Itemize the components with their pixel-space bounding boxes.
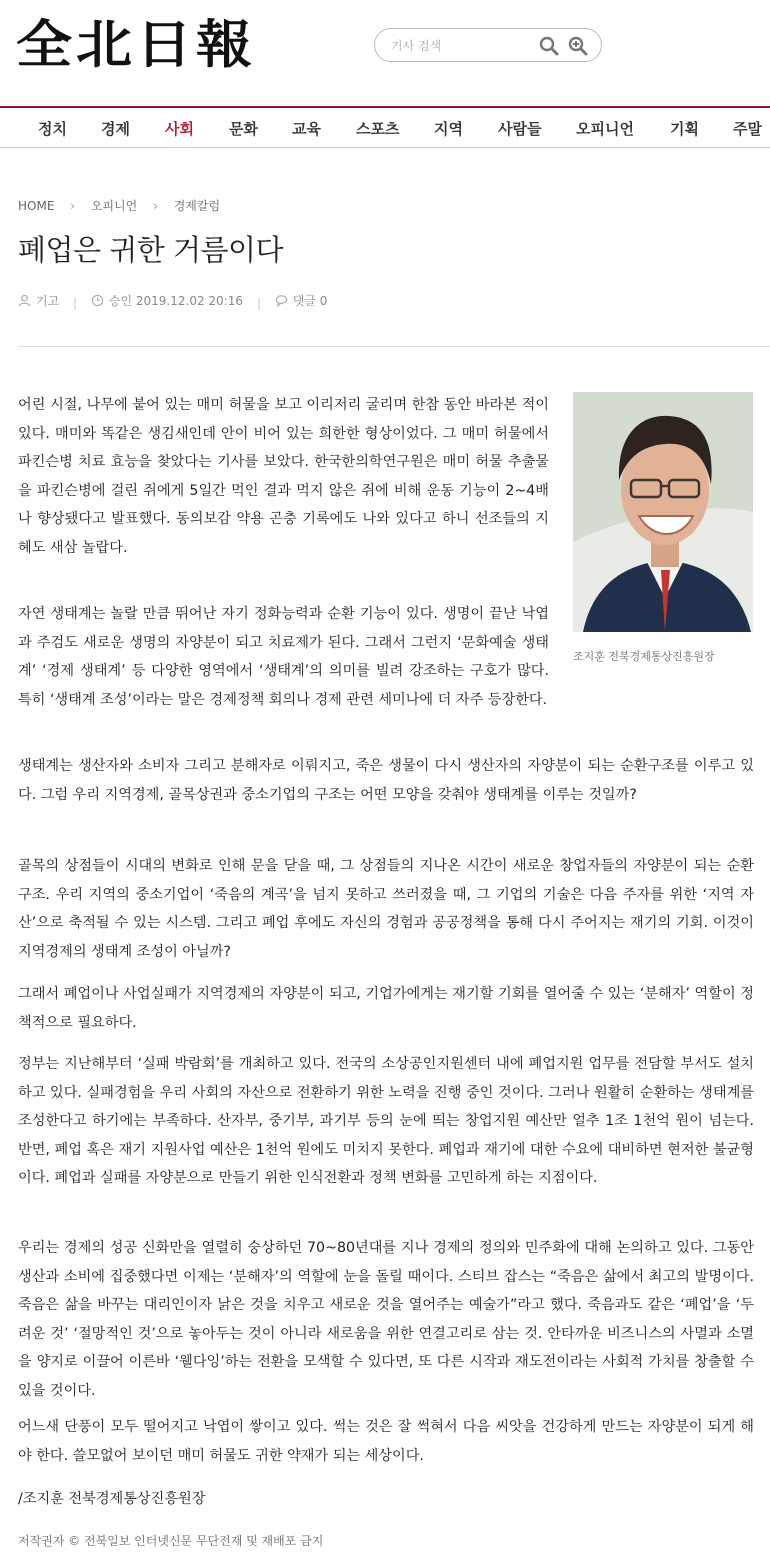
article-paragraph: 정부는 지난해부터 ‘실패 박람회’를 개최하고 있다. 전국의 소상공인지원센터 내에 폐업지원 업무를 전담할 부서도 설치하고 있다. 실패경험을 우리 사회의 자산으로 전환하기 위한 노력을 진행 중인 것이다. 그러나 원활히 순환하는 생태계를 조성한다고 하기에는 부족하다. 산자부, 중기부, 과기부 등의 눈에 띄는 창업지원 예산만 얼추 1조 1천억 원이 넘는다. 반면, 폐업 혹은 재기 지원사업 예산은 1천억 원에도 미치지 못한다. 폐업과 재기에 대한 수요에 대비하면 현저한 불균형이다. 폐업과 실패를 자양분으로 만들기 위한 인식전환과 정책 변화를 고민하게 하는 지점이다. <box>18 1056 754 1186</box>
approved-date: 승인 2019.12.02 20:16 <box>108 294 243 308</box>
nav-item-region[interactable]: 지역 <box>434 120 463 138</box>
article-byline: /조지훈 전북경제통상진흥원장 <box>18 1491 206 1507</box>
nav-item-weekend[interactable]: 주말 <box>733 120 762 138</box>
nav-item-education[interactable]: 교육 <box>292 120 321 138</box>
article-paragraph: 생태계는 생산자와 소비자 그리고 분해자로 이뤄지고, 죽은 생물이 다시 생산자의 자양분이 되는 순환구조를 이루고 있다. 그럼 우리 지역경제, 골목상권과 중소기업의 구조는 어떤 모양을 갖춰야 생태계를 이루는 것일까? <box>18 758 754 803</box>
search-box <box>374 28 602 62</box>
article-paragraph: 골목의 상점들이 시대의 변화로 인해 문을 닫을 때, 그 상점들의 지나온 시간이 새로운 창업자들의 자양분이 되는 순환 구조. 우리 지역의 중소기업이 ‘죽음의 계곡’을 넘지 못하고 쓰러졌을 때, 그 기업의 기술은 다음 주자를 위한 ‘지역 자산’으로 축적될 수 있는 시스템. 그리고 폐업 후에도 자신의 경험과 공공정책을 통해 다시 주어지는 재기의 기회. 이것이 지역경제의 생태계 조성이 아닐까? <box>18 858 754 960</box>
nav-item-sports[interactable]: 스포츠 <box>356 120 400 138</box>
search-icon[interactable] <box>538 35 560 57</box>
article-paragraph: 어느새 단풍이 모두 떨어지고 낙엽이 쌓이고 있다. 썩는 것은 잘 썩혀서 다음 씨앗을 건강하게 만드는 자양분이 되게 해야 한다. 쓸모없어 보이던 매미 허물도 귀한 약재가 되는 세상이다. <box>18 1419 754 1464</box>
nav-item-economy[interactable]: 경제 <box>101 120 130 138</box>
date-meta <box>91 292 243 309</box>
user-icon <box>18 294 31 307</box>
breadcrumb-opinion[interactable]: 오피니언 <box>90 199 138 213</box>
breadcrumb <box>18 197 220 214</box>
author-photo <box>573 392 753 632</box>
chevron-right-icon: › <box>153 199 158 213</box>
copyright-notice: 저작권자 © 전북일보 인터넷신문 무단전재 및 재배포 금지 <box>18 1534 324 1548</box>
article-title: 폐업은 귀한 거름이다 <box>18 233 284 267</box>
comments-meta[interactable] <box>275 292 328 309</box>
article-meta <box>18 292 327 310</box>
comment-icon <box>275 294 288 307</box>
detail-search-icon[interactable] <box>567 35 589 57</box>
nav-item-planning[interactable]: 기획 <box>670 120 699 138</box>
photo-caption: 조지훈 전북경제통상진흥원장 <box>573 650 715 663</box>
divider: | <box>73 296 78 310</box>
comments-count[interactable]: 댓글 0 <box>292 294 328 308</box>
nav-item-opinion[interactable]: 오피니언 <box>576 120 634 138</box>
article-paragraph: 그래서 폐업이나 사업실패가 지역경제의 자양분이 되고, 기업가에게는 재기할 기회를 열어줄 수 있는 ‘분해자’ 역할이 정책적으로 필요하다. <box>18 986 754 1031</box>
site-logo[interactable]: 全北日報 <box>16 14 256 76</box>
article-paragraph: 어린 시절, 나무에 붙어 있는 매미 허물을 보고 이리저리 굴리며 한참 동안 바라본 적이 있다. 매미와 똑같은 생김새인데 안이 비어 있는 희한한 형상이었다. 그 매미 허물에서 파킨슨병 치료 효능을 찾았다는 기사를 보았다. 한국한의학연구원은 매미 허물 추출물을 파킨슨병에 걸린 쥐에게 5일간 먹인 결과 먹지 않은 쥐에 비해 운동 기능이 2~4배나 향상됐다고 발표했다. 동의보감 약용 곤충 기록에도 나와 있다고 하니 선조들의 지혜도 새삼 놀랍다. <box>18 397 549 556</box>
clock-icon <box>91 294 104 307</box>
site-header <box>0 0 770 106</box>
main-nav <box>0 106 770 148</box>
divider: | <box>256 296 261 310</box>
nav-item-politics[interactable]: 정치 <box>38 120 67 138</box>
search-input[interactable] <box>391 35 531 57</box>
nav-item-culture[interactable]: 문화 <box>229 120 258 138</box>
author-meta <box>18 292 59 309</box>
nav-item-society[interactable]: 사회 <box>165 120 194 138</box>
nav-item-people[interactable]: 사람들 <box>498 120 542 138</box>
breadcrumb-home[interactable]: HOME <box>18 199 55 213</box>
article-paragraph: 우리는 경제의 성공 신화만을 열렬히 숭상하던 70~80년대를 지나 경제의 정의와 민주화에 대해 논의하고 있다. 그동안 생산과 소비에 집중했다면 이제는 ‘분해자’의 역할에 눈을 돌릴 때이다. 스티브 잡스는 “죽음은 삶에서 최고의 발명이다. 죽음은 삶을 바꾸는 대리인이자 낡은 것을 치우고 새로운 것을 열어주는 예술가”라고 했다. 죽음과도 같은 ‘폐업’을 ‘두려운 것’ ‘절망적인 것’으로 놓아두는 것이 아니라 새로움을 위한 연결고리로 삼는 것. 안타까운 비즈니스의 사멸과 소멸을 양지로 이끌어 이른바 ‘웰다잉’하는 전환을 모색할 수 있다면, 또 다른 시작과 재도전이라는 사회적 가치를 창출할 수 있을 것이다. <box>18 1240 754 1399</box>
article-paragraph: 자연 생태계는 놀랄 만큼 뛰어난 자기 정화능력과 순환 기능이 있다. 생명이 끝난 낙엽과 주검도 새로운 생명의 자양분이 되고 치료제가 된다. 그래서 그런지 ‘문화예술 생태계’ ‘경제 생태계’ 등 다양한 영역에서 ‘생태계’의 의미를 빌려 강조하는 구호가 많다. 특히 ‘생태계 조성’이라는 말은 경제정책 회의나 경제 관련 세미나에 더 자주 등장한다. <box>18 606 549 708</box>
chevron-right-icon: › <box>70 199 76 213</box>
author-label: 기고 <box>36 294 60 308</box>
breadcrumb-economy-column[interactable]: 경제칼럼 <box>173 199 221 213</box>
divider-line <box>18 346 770 347</box>
